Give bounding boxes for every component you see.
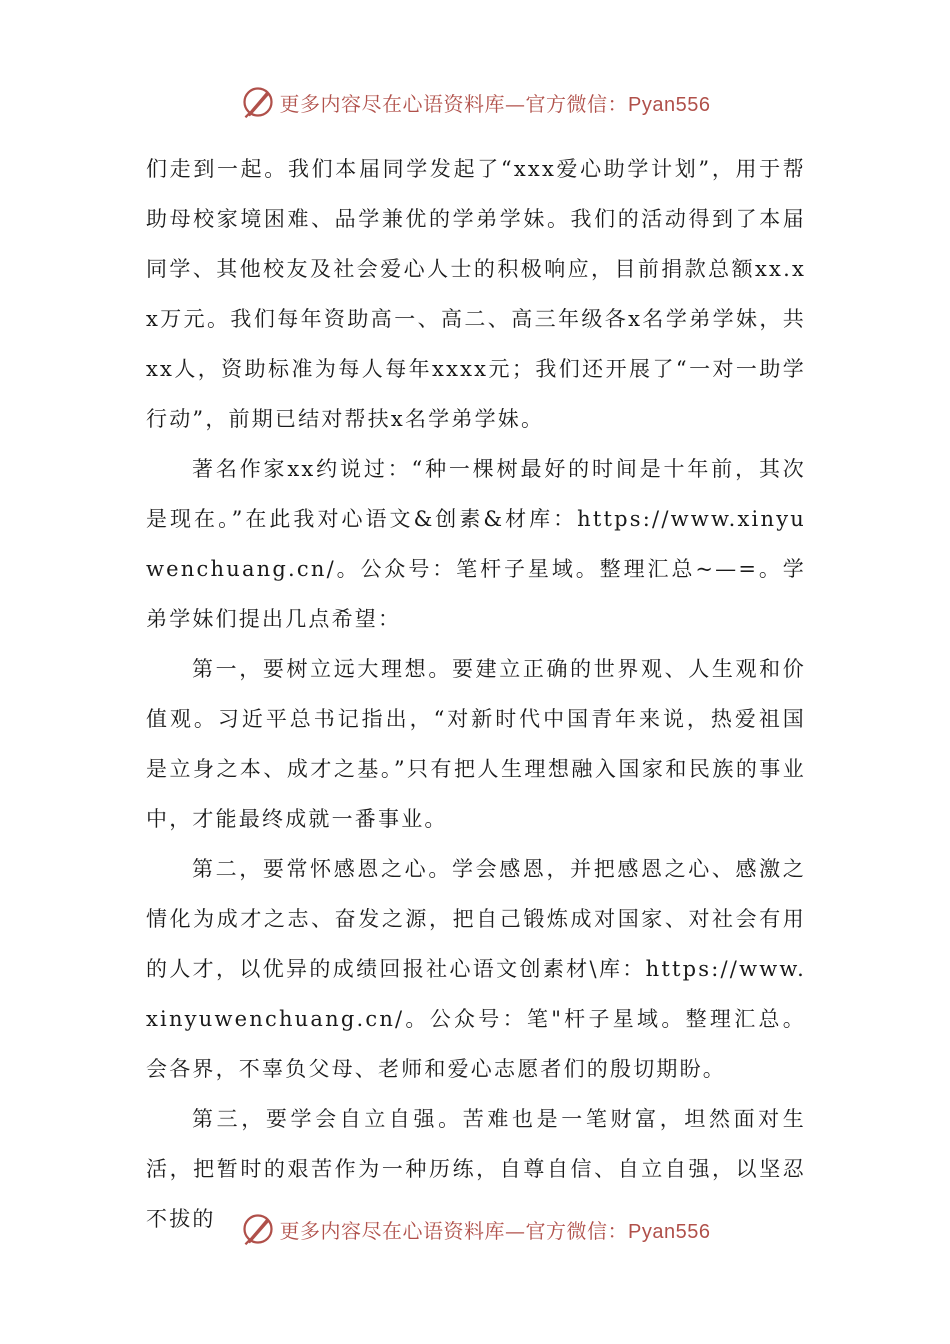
- paragraph-3: 第一，要树立远大理想。要建立正确的世界观、人生观和价值观。习近平总书记指出，“对新时代中国青年来说，热爱祖国是立身之本、成才之基。”只有把人生理想融入国家和民族的事业中，才能最终成就一番事业。: [146, 657, 806, 831]
- paragraph-2: 著名作家xx约说过：“种一棵树最好的时间是十年前，其次是现在。”在此我对心语文&创素&材库：https://www.xinyuwenchuang.cn/。公众号：笔杆子星域。整理汇总~—=。学弟学妹们提出几点希望：: [146, 457, 806, 631]
- header-banner: [0, 80, 950, 124]
- banner-suffix: 官方微信：: [525, 1218, 629, 1243]
- quill-logo-icon: [240, 1211, 276, 1247]
- banner-suffix: 官方微信：: [525, 91, 629, 116]
- document-body: [146, 144, 806, 1244]
- banner-main-text: 更多内容尽在心语资料库: [279, 1218, 506, 1243]
- banner-dash: —: [505, 1218, 526, 1243]
- banner-handle: Pyan556: [628, 93, 711, 116]
- banner-handle: Pyan556: [628, 1220, 711, 1243]
- banner-dash: —: [505, 91, 526, 116]
- footer-banner: [0, 1207, 950, 1251]
- banner-text: [280, 1215, 711, 1244]
- banner-main-text: 更多内容尽在心语资料库: [279, 91, 506, 116]
- banner-text: [280, 88, 711, 117]
- paragraph-4: 第二，要常怀感恩之心。学会感恩，并把感恩之心、感激之情化为成才之志、奋发之源，把自己锻炼成对国家、对社会有用的人才，以优异的成绩回报社心语文创素材\库：https://www.xinyuwenchuang.cn/。公众号：笔"杆子星域。整理汇总。会各界，不辜负父母、老师和爱心志愿者们的殷切期盼。: [146, 857, 806, 1081]
- paragraph-1: 们走到一起。我们本届同学发起了“xxx爱心助学计划”，用于帮助母校家境困难、品学兼优的学弟学妹。我们的活动得到了本届同学、其他校友及社会爱心人士的积极响应，目前捐款总额xx.xx万元。我们每年资助高一、高二、高三年级各x名学弟学妹，共xx人，资助标准为每人每年xxxx元；我们还开展了“一对一助学行动”，前期已结对帮扶x名学弟学妹。: [146, 157, 806, 431]
- paragraph-5: 第三，要学会自立自强。苦难也是一笔财富，坦然面对生活，把暂时的艰苦作为一种历练，自尊自信、自立自强，以坚忍不拔的: [146, 1107, 806, 1231]
- quill-logo-icon: [240, 84, 276, 120]
